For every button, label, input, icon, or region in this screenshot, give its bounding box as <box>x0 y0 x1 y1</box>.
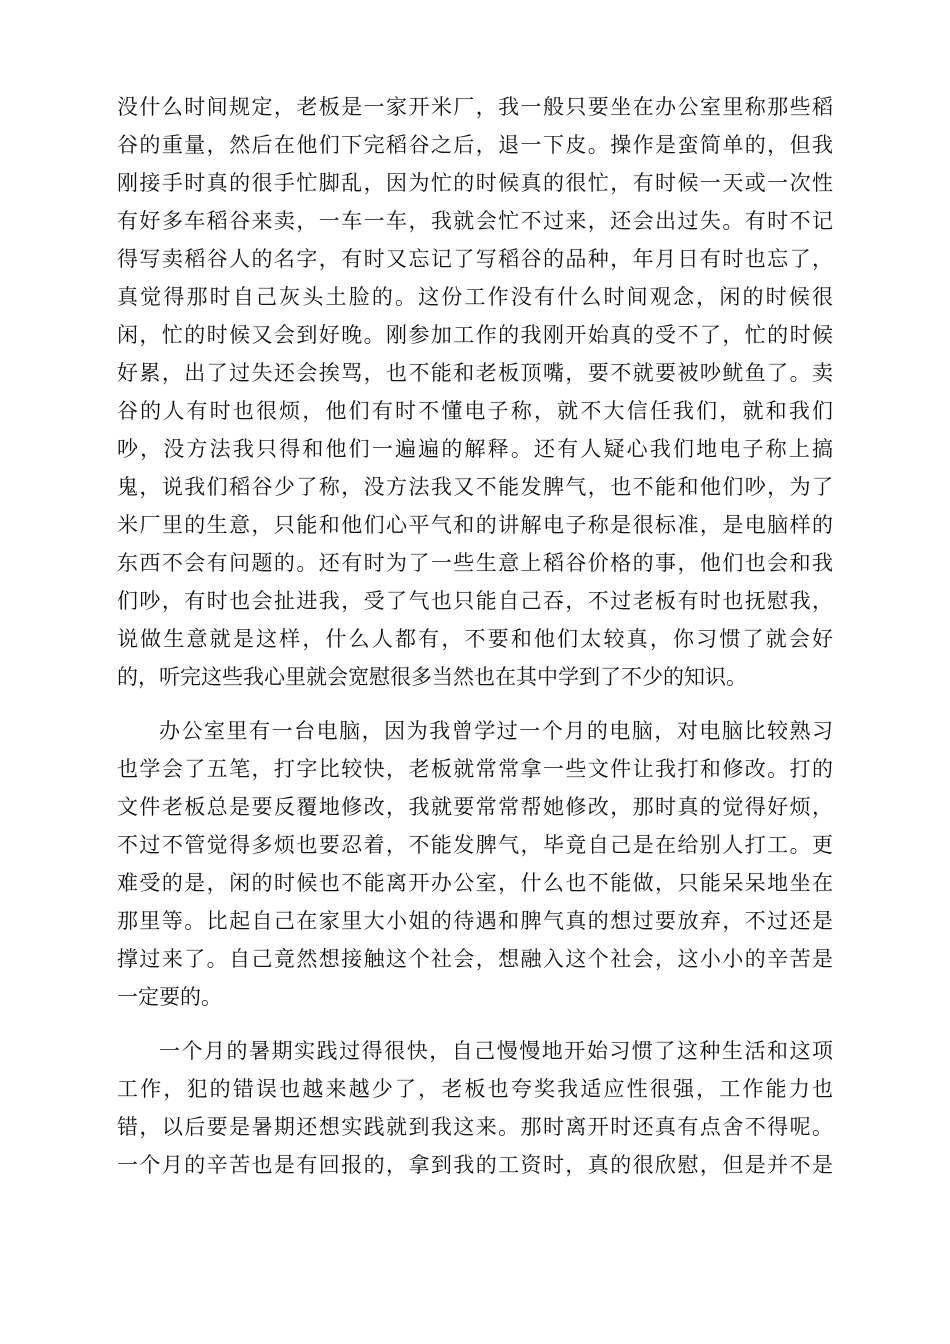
text-line: 文件老板总是要反覆地修改，我就要常常帮她修改，那时真的觉得好烦， <box>117 795 833 819</box>
paragraph-2 <box>117 712 833 1016</box>
text-line: 吵，没方法我只得和他们一遍遍的解释。还有人疑心我们地电子称上搞 <box>117 437 833 461</box>
text-line: 说做生意就是这样，什么人都有，不要和他们太较真，你习惯了就会好 <box>117 627 833 651</box>
text-line: 的，听完这些我心里就会宽慰很多当然也在其中学到了不少的知识。 <box>117 665 747 689</box>
text-line: 有好多车稻谷来卖，一车一车，我就会忙不过来，还会出过失。有时不记 <box>117 209 833 233</box>
text-line: 鬼，说我们稻谷少了称，没方法我又不能发脾气，也不能和他们吵，为了 <box>117 475 833 499</box>
text-line: 不过不管觉得多烦也要忍着，不能发脾气，毕竟自己是在给别人打工。更 <box>117 833 833 857</box>
paragraph-spacer <box>117 696 833 712</box>
text-line: 得写卖稻谷人的名字，有时又忘记了写稻谷的品种，年月日有时也忘了， <box>117 247 833 271</box>
paragraph-spacer <box>117 1016 833 1032</box>
text-line: 谷的重量，然后在他们下完稻谷之后，退一下皮。操作是蛮简单的，但我 <box>117 133 833 157</box>
text-line: 也学会了五笔，打字比较快，老板就常常拿一些文件让我打和修改。打的 <box>117 757 833 781</box>
text-line: 一定要的。 <box>117 985 222 1009</box>
text-line: 工作，犯的错误也越来越少了，老板也夸奖我适应性很强，工作能力也 <box>117 1077 833 1101</box>
text-line: 一个月的辛苦也是有回报的，拿到我的工资时，真的很欣慰，但是并不是 <box>117 1153 833 1177</box>
text-line: 闲，忙的时候又会到好晚。刚参加工作的我刚开始真的受不了，忙的时候 <box>117 323 833 347</box>
text-line: 刚接手时真的很手忙脚乱，因为忙的时候真的很忙，有时候一天或一次性 <box>117 171 833 195</box>
text-line: 真觉得那时自己灰头土脸的。这份工作没有什么时间观念，闲的时候很 <box>117 285 833 309</box>
text-line: 撑过来了。自己竟然想接触这个社会，想融入这个社会，这小小的辛苦是 <box>117 947 833 971</box>
paragraph-3 <box>117 1032 833 1184</box>
text-line: 办公室里有一台电脑，因为我曾学过一个月的电脑，对电脑比较熟习 <box>159 719 833 743</box>
text-line: 米厂里的生意，只能和他们心平气和的讲解电子称是很标准，是电脑样的 <box>117 513 833 537</box>
text-line: 难受的是，闲的时候也不能离开办公室，什么也不能做，只能呆呆地坐在 <box>117 871 833 895</box>
document-page <box>117 88 833 1184</box>
text-line: 们吵，有时也会扯进我，受了气也只能自己吞，不过老板有时也抚慰我， <box>117 589 833 613</box>
text-line: 好累，出了过失还会挨骂，也不能和老板顶嘴，要不就要被吵鱿鱼了。卖 <box>117 361 833 385</box>
text-line: 一个月的暑期实践过得很快，自己慢慢地开始习惯了这种生活和这项 <box>159 1039 833 1063</box>
text-line: 东西不会有问题的。还有时为了一些生意上稻谷价格的事，他们也会和我 <box>117 551 833 575</box>
text-line: 那里等。比起自己在家里大小姐的待遇和脾气真的想过要放弃，不过还是 <box>117 909 833 933</box>
text-line: 谷的人有时也很烦，他们有时不懂电子称，就不大信任我们，就和我们 <box>117 399 833 423</box>
paragraph-1 <box>117 88 833 696</box>
text-line: 错，以后要是暑期还想实践就到我这来。那时离开时还真有点舍不得呢。 <box>117 1115 833 1139</box>
text-line: 没什么时间规定，老板是一家开米厂，我一般只要坐在办公室里称那些稻 <box>117 95 833 119</box>
